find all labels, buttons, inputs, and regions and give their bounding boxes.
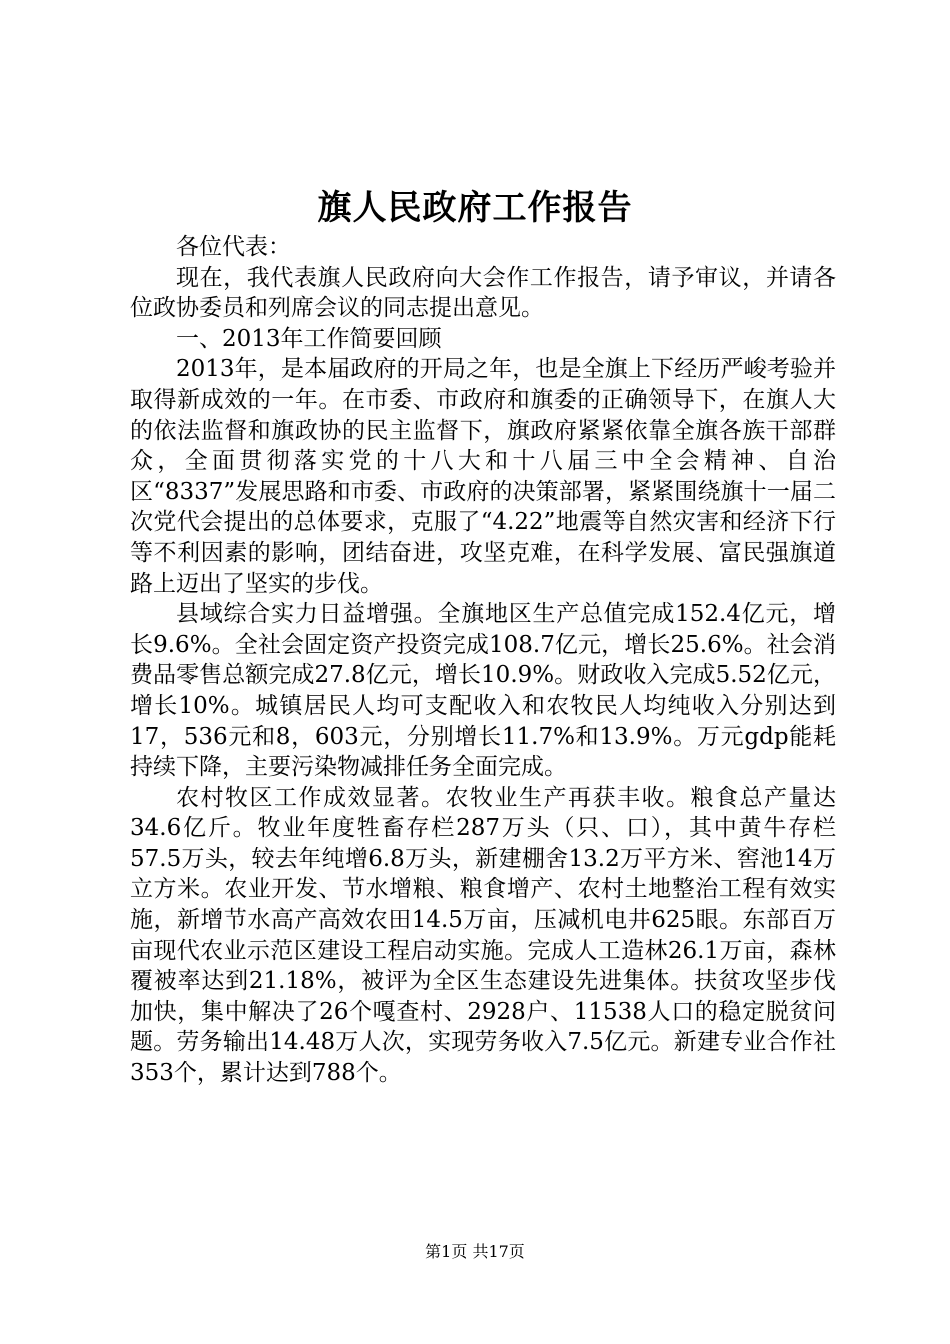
paragraph-rural: 农村牧区工作成效显著。农牧业生产再获丰收。粮食总产量达34.6亿斤。牧业年度牲畜存栏287万头（只、口），其中黄牛存栏57.5万头，较去年纯增6.8万头，新建棚舍13.2万平方米、窖池14万立方米。农业开发、节水增粮、粮食增产、农村土地整治工程有效实施，新增节水高产高效农田14.5万亩，压减机电井625眼。东部百万亩现代农业示范区建设工程启动实施。完成人工造林26.1万亩，森林覆被率达到21.18%，被评为全区生态建设先进集体。扶贫攻坚步伐加快，集中解决了26个嘎查村、2928户、11538人口的稳定脱贫问题。劳务输出14.48万人次，实现劳务收入7.5亿元。新建专业合作社353个，累计达到788个。 bbox=[130, 784, 836, 1087]
paragraph-economy: 县域综合实力日益增强。全旗地区生产总值完成152.4亿元，增长9.6%。全社会固定资产投资完成108.7亿元，增长25.6%。社会消费品零售总额完成27.8亿元，增长10.9%。财政收入完成5.52亿元，增长10%。城镇居民人均可支配收入和农牧民人均纯收入分别达到17，536元和8，603元，分别增长11.7%和13.9%。万元gdp能耗持续下降，主要污染物减排任务全面完成。 bbox=[130, 601, 836, 781]
paragraph-salutation: 各位代表： bbox=[176, 234, 291, 260]
paragraph-overview: 2013年，是本届政府的开局之年，也是全旗上下经历严峻考验并取得新成效的一年。在市委、市政府和旗委的正确领导下，在旗人大的依法监督和旗政协的民主监督下，旗政府紧紧依靠全旗各族干部群众，全面贯彻落实党的十八大和十八届三中全会精神、自治区“8337”发展思路和市委、市政府的决策部署，紧紧围绕旗十一届二次党代会提出的总体要求，克服了“4.22”地震等自然灾害和经济下行等不利因素的影响，团结奋进，攻坚克难，在科学发展、富民强旗道路上迈出了坚实的步伐。 bbox=[130, 356, 836, 597]
paragraph-intro: 现在，我代表旗人民政府向大会作工作报告，请予审议，并请各位政协委员和列席会议的同志提出意见。 bbox=[130, 264, 836, 322]
page-number: 第1页 共17页 bbox=[425, 1242, 525, 1261]
document-title: 旗人民政府工作报告 bbox=[317, 188, 633, 228]
section-heading: 一、2013年工作简要回顾 bbox=[176, 325, 442, 352]
document-body bbox=[130, 232, 836, 1089]
